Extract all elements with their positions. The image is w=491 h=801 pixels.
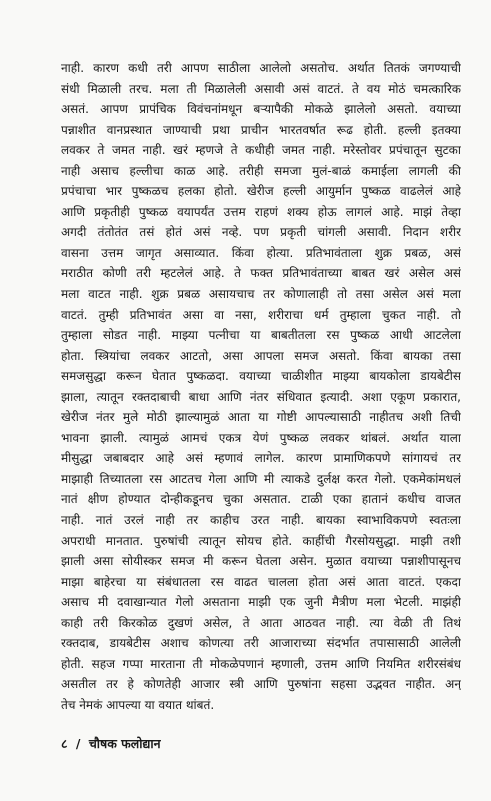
text-line: अगदी तंतोतंत तसं होतं असं नव्हे. पण प्रकृती चांगली असावी. निदान शरीर bbox=[61, 225, 461, 240]
text-line: मीसुद्धा जबाबदार आहे असं म्हणावं लागेल. कारण प्रामाणिकपणे सांगायचं तर bbox=[61, 451, 461, 466]
text-line: मला वाटत नाही. शुक्र प्रबळ असायचाच तर कोणालाही तो तसा असेल असं मला bbox=[61, 287, 461, 302]
body-text bbox=[61, 58, 461, 716]
text-line: भावना झाली. त्यामुळं आमचं एकत्र येणं पुष्कळ लवकर थांबलं. अर्थात याला bbox=[61, 430, 461, 445]
text-line: पन्नाशीत वानप्रस्थात जाण्याची प्रथा प्राचीन भारतवर्षात रूढ होती. हल्ली इतक्या bbox=[61, 122, 461, 137]
text-line: झाला, त्यातून रक्तदाबाची बाधा आणि नंतर संधिवात इत्यादी. अशा एकूण प्रकारात, bbox=[61, 389, 461, 404]
book-title: चौषक फलोद्यान bbox=[88, 736, 161, 751]
text-line: माझा बाहेरचा या संबंधातला रस वाढत चालला होता असं आता वाटतं. एकदा bbox=[61, 574, 461, 589]
text-line: रक्तदाब, डायबेटीस अशाच कोणत्या तरी आजाराच्या संदर्भात तपासासाठी आलेली bbox=[61, 636, 461, 651]
footer-separator: / bbox=[75, 736, 81, 751]
text-line: अपराधी मानतात. पुरुषांची त्यातून सोयच होते. काहींची गैरसोयसुद्धा. माझी तशी bbox=[61, 533, 461, 548]
text-line: नाही असाच हल्लीचा काळ आहे. तरीही समजा मुलं-बाळं कमाईला लागली की bbox=[61, 163, 461, 178]
text-line: संधी मिळाली तरच. मला ती मिळालेली असावी असं वाटतं. ते वय मोठं चमत्कारिक bbox=[61, 81, 461, 96]
text-line: माझाही तिच्यातला रस आटतच गेला आणि मी त्याकडे दुर्लक्ष करत गेलो. एकमेकांमधलं bbox=[61, 471, 461, 486]
text-line: प्रपंचाचा भार पुष्कळच हलका होतो. खेरीज हल्ली आयुर्मान पुष्कळ वाढलेलं आहे bbox=[61, 184, 461, 199]
text-line: समजसुद्धा करून घेतात पुष्कळदा. वयाच्या चाळीशीत माझ्या बायकोला डायबेटीस bbox=[61, 369, 461, 384]
text-line: असतं. आपण प्रापंचिक विवंचनांमधून बऱ्यापैकी मोकळे झालेलो असतो. वयाच्या bbox=[61, 102, 461, 117]
text-line: असाच मी दवाखान्यात गेलो असताना माझी एक जुनी मैत्रीण मला भेटली. माझंही bbox=[61, 595, 461, 610]
page-number: ८ bbox=[61, 736, 68, 751]
text-line: झाली असा सोयीस्कर समज मी करून घेतला असेन. मुळात वयाच्या पन्नाशीपासूनच bbox=[61, 554, 461, 569]
text-line: आणि प्रकृतीही पुष्कळ वयापर्यंत उत्तम राहणं शक्य होऊ लागलं आहे. माझं तेव्हा bbox=[61, 204, 461, 219]
text-line: तुम्हाला सोडत नाही. माझ्या पत्नीचा या बाबतीतला रस पुष्कळ आधी आटलेला bbox=[61, 328, 461, 343]
text-line: लवकर ते जमत नाही. खरं म्हणजे ते कधीही जमत नाही. मरेस्तोवर प्रपंचातून सुटका bbox=[61, 143, 461, 158]
text-line: असतील तर हे कोणतेही आजार स्त्री आणि पुरुषांना सहसा उद्भवत नाहीत. अन् bbox=[61, 677, 461, 692]
page-footer bbox=[61, 735, 165, 752]
text-line: तेच नेमकं आपल्या या वयात थांबतं. bbox=[61, 697, 215, 712]
text-line: नाही. कारण कधी तरी आपण साठीला आलेलो असतोच. अर्थात तितकं जगण्याची bbox=[61, 61, 461, 75]
text-line: मराठीत कोणी तरी म्हटलेलं आहे. ते फक्त प्रतिभावंताच्या बाबत खरं असेल असं bbox=[61, 266, 461, 281]
text-line: होता. स्त्रियांचा लवकर आटतो, असा आपला समज असतो. किंवा बायका तसा bbox=[61, 348, 461, 363]
text-line: काही तरी किरकोळ दुखणं असेल, ते आता आठवत नाही. त्या वेळी ती तिथं bbox=[61, 615, 461, 630]
text-line: खेरीज नंतर मुले मोठी झाल्यामुळं आता या गोष्टी आपल्यासाठी नाहीतच अशी तिची bbox=[61, 410, 461, 425]
text-line: होती. सहज गप्पा मारताना ती मोकळेपणानं म्हणाली, उत्तम आणि नियमित शरीरसंबंध bbox=[61, 656, 461, 671]
text-line: नातं क्षीण होण्यात दोन्हीकडूनच चुका असतात. टाळी एका हातानं कधीच वाजत bbox=[61, 492, 461, 507]
text-line: वाटतं. तुम्ही प्रतिभावंत असा वा नसा, शरीराचा धर्म तुम्हाला चुकत नाही. तो bbox=[61, 307, 461, 322]
text-line: नाही. नातं उरलं नाही तर काहीच उरत नाही. बायका स्वाभाविकपणे स्वतःला bbox=[61, 513, 461, 528]
text-line: वासना उत्तम जागृत असाव्यात. किंवा होत्या. प्रतिभावंताला शुक्र प्रबळ, असं bbox=[61, 245, 461, 260]
